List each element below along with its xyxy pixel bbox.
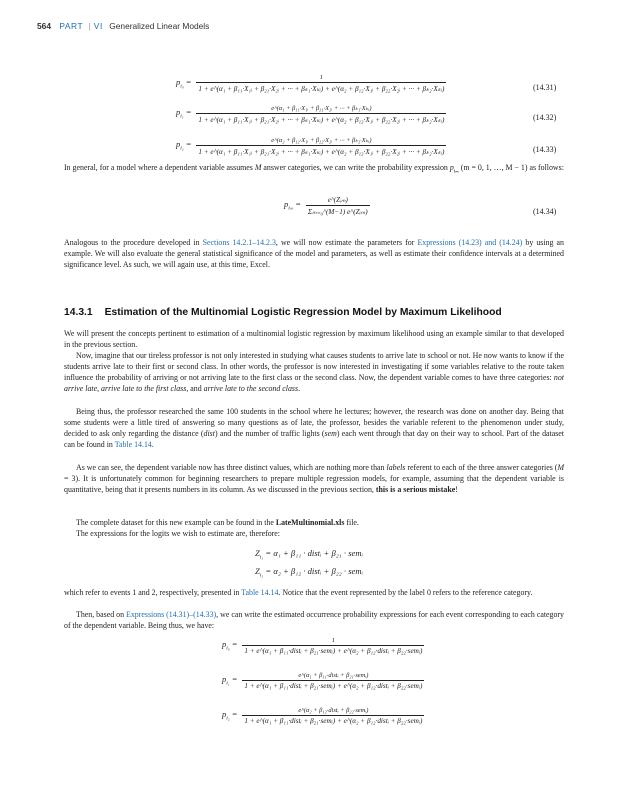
section-number: 14.3.1 <box>64 307 93 318</box>
paragraph-4: As we can see, the dependent variable now has three distinct values, which are nothing more than labels referent to each of the three answer categories (M = 3). It is unfortunately common for beginning researchers to prepare multiple regression models, for example, assuming that the dependent variable is quantitative, being that it presents numbers in its column. As we discussed in the previous section, this is a serious mistake! <box>64 463 565 495</box>
eq-14-34-denominator: Σₘ₌₀^(M−1) e^(Zᵢₘ) <box>307 208 368 216</box>
equation-pi0: $p_{i_0}$ = 1 1 + e^(α₁ + β₁₁·distᵢ + β₂₁·semᵢ) + e^(α₂ + β₁₂·distᵢ + β₂₂·semᵢ) <box>222 637 423 655</box>
section-title: Estimation of the Multinomial Logistic Regression Model by Maximum Likelihood <box>104 307 502 318</box>
equation-14-32: $p_{i_1}$ = e^(α₁ + β₁₁·X₁ᵢ + β₂₁·X₂ᵢ + ··· + βₖ₁·Xₖᵢ) 1 + e^(α₁ + β₁₁·X₁ᵢ + β₂₁·X₂ᵢ + ··· + βₖ₁·Xₖᵢ) + e^(α₂ + β₁₂·X₁ᵢ + β₂₂·X₂ᵢ + ··· + βₖ₂·Xₖᵢ) <box>176 105 445 124</box>
eq-14-31-denominator: 1 + e^(α₁ + β₁₁·X₁ᵢ + β₂₁·X₂ᵢ + ··· + βₖ₁·Xₖᵢ) + e^(α₂ + β₁₂·X₁ᵢ + β₂₂·X₂ᵢ + ··· + βₖ₂·Xₖᵢ) <box>198 85 445 93</box>
eq-number-14-31: (14.31) <box>533 83 557 92</box>
link-expressions-14-23[interactable]: Expressions (14.23) and (14.24) <box>417 238 523 247</box>
paragraph-5: The complete dataset for this new example can be found in the LateMultinomial.xls file. <box>76 518 359 527</box>
equation-pi2: $p_{i_2}$ = e^(α₂ + β₁₂·distᵢ + β₂₂·semᵢ) 1 + e^(α₁ + β₁₁·distᵢ + β₂₁·semᵢ) + e^(α₂ + β₁₂·distᵢ + β₂₂·semᵢ) <box>222 707 423 725</box>
equation-pi1: $p_{i_1}$ = e^(α₁ + β₁₁·distᵢ + β₂₁·semᵢ) 1 + e^(α₁ + β₁₁·distᵢ + β₂₁·semᵢ) + e^(α₂ + β₁₂·distᵢ + β₂₂·semᵢ) <box>222 672 423 690</box>
link-table-14-14[interactable]: Table 14.14 <box>114 440 152 450</box>
logit-equation-2: $Z_{i_2} = \alpha_2 + \beta_{12}$ · distᵢ + β₂₂ · semᵢ <box>255 566 363 579</box>
part-label: PART <box>59 21 84 31</box>
eq-pi0-denominator: 1 + e^(α₁ + β₁₁·distᵢ + β₂₁·semᵢ) + e^(α₂ + β₁₂·distᵢ + β₂₂·semᵢ) <box>244 647 423 655</box>
eq-pi0-numerator: 1 <box>331 637 335 644</box>
header-separator: | <box>88 21 91 31</box>
eq-14-32-denominator: 1 + e^(α₁ + β₁₁·X₁ᵢ + β₂₁·X₂ᵢ + ··· + βₖ₁·Xₖᵢ) + e^(α₂ + β₁₂·X₁ᵢ + β₂₂·X₂ᵢ + ··· + βₖ₂·Xₖᵢ) <box>198 116 445 124</box>
eq-pi2-denominator: 1 + e^(α₁ + β₁₁·distᵢ + β₂₁·semᵢ) + e^(α₂ + β₁₂·distᵢ + β₂₂·semᵢ) <box>244 717 423 725</box>
eq-pi1-denominator: 1 + e^(α₁ + β₁₁·distᵢ + β₂₁·semᵢ) + e^(α₂ + β₁₂·distᵢ + β₂₂·semᵢ) <box>244 682 423 690</box>
running-header <box>37 21 209 31</box>
paragraph-analogous: Analogous to the procedure developed in Sections 14.2.1–14.2.3, we will now estimate the parameters for Expressions (14.23) and (14.24) by using an example. We will also evaluate the general statistical significance of the model and parameters, as well as estimate their confidence intervals at a determined significance level. As such, we will again use, at this time, Excel. <box>64 238 565 270</box>
paragraph-2: Now, imagine that our tireless professor is not only interested in studying what causes students to arrive late to school or not. He now wants to know if the students arrive late to their first or second class. In other words, the professor is now interested in investigating if some variables relative to the route taken influence the probability of arriving or not arriving late to the first class or the second class. Now, the dependent variable comes to have three categories: not arrive late, arrive late to the first class, and arrive late to the second class. <box>64 351 564 394</box>
section-heading <box>64 307 502 318</box>
eq-number-14-34: (14.34) <box>533 207 557 216</box>
eq-14-32-numerator: e^(α₁ + β₁₁·X₁ᵢ + β₂₁·X₂ᵢ + ··· + βₖ₁·Xₖᵢ) <box>271 105 372 112</box>
equation-14-33: $p_{i_2}$ = e^(α₂ + β₁₂·X₁ᵢ + β₂₂·X₂ᵢ + ··· + βₖ₂·Xₖᵢ) 1 + e^(α₁ + β₁₁·X₁ᵢ + β₂₁·X₂ᵢ + ··· + βₖ₁·Xₖᵢ) + e^(α₂ + β₁₂·X₁ᵢ + β₂₂·X₂ᵢ + ··· + βₖ₂·Xₖᵢ) <box>176 137 445 156</box>
equation-14-34: $p_{i_m}$ = $\frac{\text{e\textasciicircum{}(Zᵢₘ)}}{\text{Σₘ₌₀\textasciicircum{}(M−1) e\textasciicircum{}(Zᵢₘ)}}$ <box>284 196 368 216</box>
eq-number-14-32: (14.32) <box>533 113 557 122</box>
paragraph-general: In general, for a model where a dependent variable assumes M answer categories, we can write the probability expression $p_{i_m}$ (m = 0, 1, …, M − 1) as follows: <box>64 163 564 175</box>
header-title: Generalized Linear Models <box>109 21 210 31</box>
part-number: VI <box>93 21 103 31</box>
eq-14-33-denominator: 1 + e^(α₁ + β₁₁·X₁ᵢ + β₂₁·X₂ᵢ + ··· + βₖ₁·Xₖᵢ) + e^(α₂ + β₁₂·X₁ᵢ + β₂₂·X₂ᵢ + ··· + βₖ₂·Xₖᵢ) <box>198 148 445 156</box>
link-sections[interactable]: Sections 14.2.1–14.2.3 <box>202 238 276 247</box>
eq-pi2-numerator: e^(α₂ + β₁₂·distᵢ + β₂₂·semᵢ) <box>298 707 369 714</box>
page-number: 564 <box>37 21 51 31</box>
link-expressions-14-31[interactable]: Expressions (14.31)–(14.33) <box>126 610 217 619</box>
equation-14-31: $p_{i_0}$ = 1 1 + e^(α₁ + β₁₁·X₁ᵢ + β₂₁·X₂ᵢ + ··· + βₖ₁·Xₖᵢ) + e^(α₂ + β₁₂·X₁ᵢ + β₂₂·X₂ᵢ + ··· + βₖ₂·Xₖᵢ) <box>176 74 445 93</box>
paragraph-1: We will present the concepts pertinent to estimation of a multinomial logistic regression by maximum likelihood using an example similar to that developed in the previous section. <box>64 329 564 350</box>
eq-14-31-numerator: 1 <box>319 74 323 81</box>
paragraph-7: which refer to events 1 and 2, respectively, presented in Table 14.14. Notice that the event represented by the label 0 refers to the reference category. <box>64 588 533 597</box>
eq-number-14-33: (14.33) <box>533 145 557 154</box>
link-table-14-14-b[interactable]: Table 14.14 <box>241 588 279 597</box>
paragraph-3: Being thus, the professor researched the same 100 students in the school where he lectures; however, the research was done on another day. Being that some students were a little tired of answering so many questions as of late, the professor, besides the variable referent to the phenomenon under study, decided to ask only regarding the distance (dist) and the number of traffic lights (sem) each went through that day on their way to school. Part of the dataset can be found in Table 14.14. <box>64 407 564 450</box>
eq-pi1-numerator: e^(α₁ + β₁₁·distᵢ + β₂₁·semᵢ) <box>298 672 369 679</box>
eq-14-34-numerator: e^(Zᵢₘ) <box>327 196 348 204</box>
paragraph-6: The expressions for the logits we wish to estimate are, therefore: <box>76 529 280 538</box>
paragraph-8: Then, based on Expressions (14.31)–(14.33), we can write the estimated occurrence probability expressions for each event corresponding to each category of the dependent variable. Being thus, we have: <box>64 610 565 631</box>
file-name: LateMultinomial.xls <box>275 518 345 527</box>
eq-14-33-numerator: e^(α₂ + β₁₂·X₁ᵢ + β₂₂·X₂ᵢ + ··· + βₖ₂·Xₖᵢ) <box>271 137 372 144</box>
logit-equation-1: $Z_{i_1} = \alpha_1 + \beta_{11}$ · distᵢ + β₂₁ · semᵢ <box>255 548 363 561</box>
